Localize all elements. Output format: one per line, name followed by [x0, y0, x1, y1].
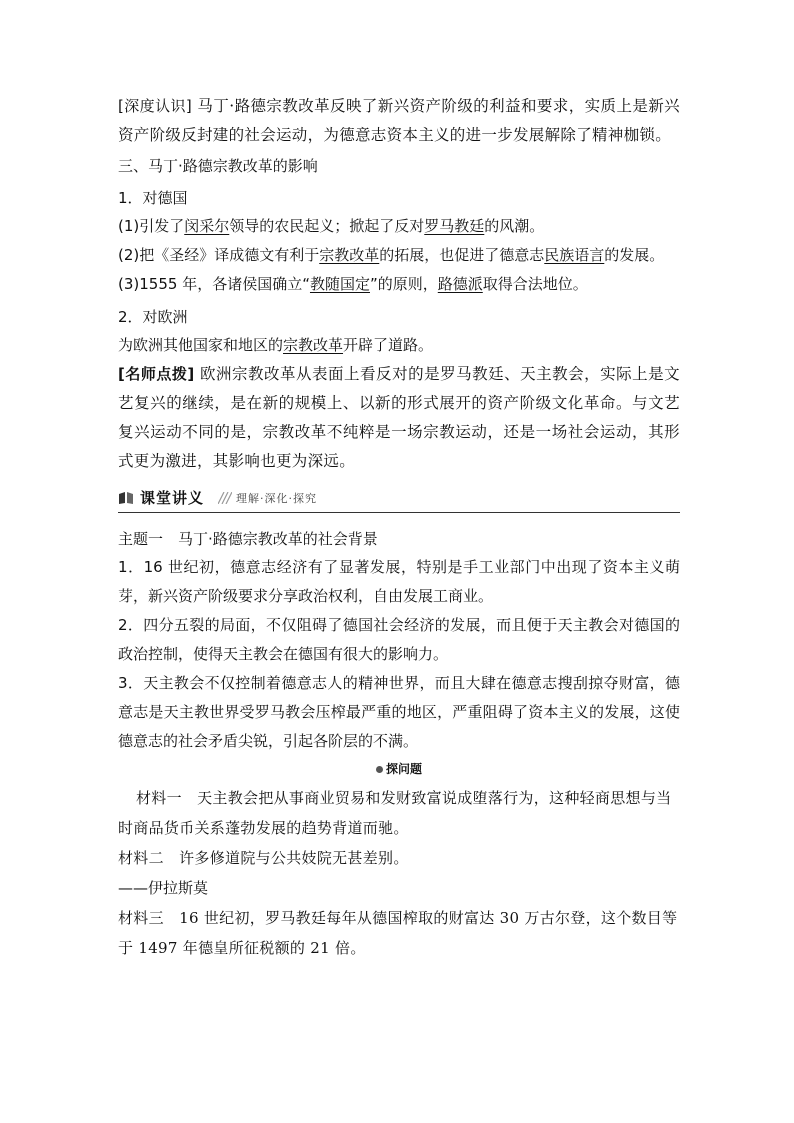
- item2-text-b: 的拓展，也促进了德意志: [379, 246, 545, 264]
- material-3: [118, 903, 680, 963]
- deep-insight-tag: [深度认识]: [118, 97, 193, 115]
- topic1-point-2: 2．四分五裂的局面，不仅阻碍了德国社会经济的发展，而且便于天主教会对德国的政治控制，使得天主教会在德国有很大的影响力。: [118, 616, 680, 663]
- influence-heading: 三、马丁·路德宗教改革的影响: [118, 157, 318, 175]
- material-2-text: 许多修道院与公共妓院无甚差别。: [179, 849, 409, 867]
- item3-key-2: 路德派: [437, 275, 483, 293]
- item1-key-2: 罗马教廷: [424, 217, 485, 235]
- germany-heading: 1．对德国: [118, 189, 188, 207]
- material-1-label: 材料一: [136, 789, 182, 807]
- material-3-text: 16 世纪初，罗马教廷每年从德国榨取的财富达 30 万古尔登，这个数目等于 1497 年德皇所征税额的 21 倍。: [118, 909, 678, 957]
- section-subtitle: 理解·深化·探究: [236, 492, 317, 505]
- explore-heading-text: 探问题: [385, 762, 422, 776]
- section-title: 课堂讲义: [140, 489, 205, 507]
- bullet-dot-icon: [376, 766, 383, 773]
- topic1-point-3: 3．天主教会不仅控制着德意志人的精神世界，而且大肆在德意志搜刮掠夺财富，德意志是天主教世界受罗马教会压榨最严重的地区，严重阻碍了资本主义的发展，这使德意志的社会矛盾尖锐，引起各阶层的不满。: [118, 674, 680, 750]
- deep-insight-paragraph: [118, 92, 680, 150]
- item3-key-1: 教随国定: [309, 275, 370, 293]
- item1-text-a: (1)引发了: [118, 217, 185, 235]
- material-2-source: ——伊拉斯莫: [118, 879, 209, 897]
- item2-key-1: 宗教改革: [319, 246, 380, 264]
- europe-heading: 2．对欧洲: [118, 308, 188, 326]
- europe-text-b: 开辟了道路。: [343, 336, 434, 354]
- europe-key: 宗教改革: [283, 336, 344, 354]
- europe-item: [118, 331, 680, 360]
- teacher-tip-tag: [名师点拨]: [118, 365, 195, 383]
- section-header-bar: [118, 486, 680, 513]
- item3-text-c: 取得合法地位。: [482, 275, 588, 293]
- europe-text-a: 为欧洲其他国家和地区的: [118, 336, 284, 354]
- item2-text-a: (2)把《圣经》译成德文有利于: [118, 246, 320, 264]
- teacher-tip-paragraph: [118, 360, 680, 476]
- item2-text-c: 的发展。: [604, 246, 665, 264]
- material-2-label: 材料二: [118, 849, 164, 867]
- material-1-text: 天主教会把从事商业贸易和发财致富说成堕落行为，这种轻商思想与当时商品货币关系蓬勃发展的趋势背道而驰。: [118, 789, 672, 837]
- item1-text-b: 领导的农民起义；掀起了反对: [229, 217, 425, 235]
- page-content: [118, 92, 680, 963]
- topic1-point-1: 1．16 世纪初，德意志经济有了显著发展，特别是手工业部门中出现了资本主义萌芽，新兴资产阶级要求分享政治权利，自由发展工商业。: [118, 558, 680, 605]
- item1-key-1: 闵采尔: [184, 217, 230, 235]
- material-2: [118, 843, 680, 873]
- item3-text-b: ”的原则，: [369, 275, 438, 293]
- influence-item-2: [118, 241, 680, 270]
- teacher-tip-text: 欧洲宗教改革从表面上看反对的是罗马教廷、天主教会，实际上是文艺复兴的继续，是在新的规模上、以新的形式展开的资产阶级文化革命。与文艺复兴运动不同的是，宗教改革不纯粹是一场宗教运动，还是一场社会运动，其形式更为激进，其影响也更为深远。: [118, 365, 680, 470]
- material-1: [118, 783, 680, 843]
- influence-item-3: [118, 270, 680, 299]
- item1-text-c: 的风潮。: [484, 217, 545, 235]
- topic1-heading: 主题一 马丁·路德宗教改革的社会背景: [118, 530, 378, 548]
- item2-key-2: 民族语言: [544, 246, 605, 264]
- book-icon: [118, 491, 134, 505]
- item3-text-a: (3)1555 年，各诸侯国确立“: [118, 275, 310, 293]
- explore-heading: [118, 760, 680, 777]
- deep-insight-text: 马丁·路德宗教改革反映了新兴资产阶级的利益和要求，实质上是新兴资产阶级反封建的社会运动，为德意志资本主义的进一步发展解除了精神枷锁。: [118, 97, 680, 144]
- influence-item-1: [118, 212, 680, 241]
- hatch-decoration-icon: [218, 492, 232, 504]
- material-3-label: 材料三: [118, 909, 164, 927]
